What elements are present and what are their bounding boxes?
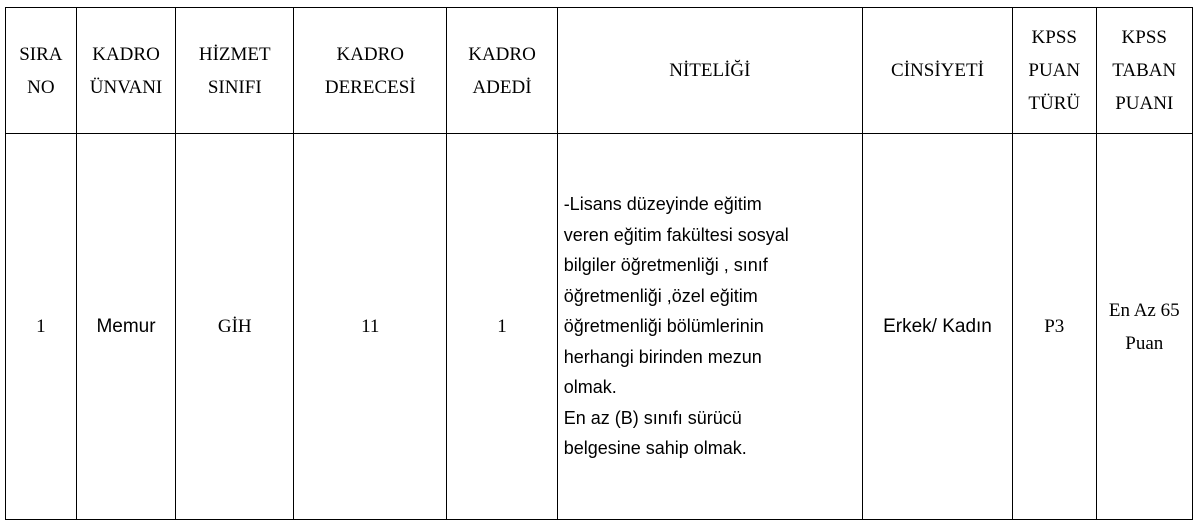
header-line: CİNSİYETİ bbox=[891, 60, 984, 81]
kadro-table bbox=[5, 7, 1193, 520]
header-line: NO bbox=[27, 76, 55, 98]
cell-sira-no: 1 bbox=[6, 134, 77, 520]
header-line: TABAN bbox=[1112, 60, 1177, 81]
niteligi-line: En az (B) sınıfı sürücü bbox=[563, 407, 742, 428]
table-row bbox=[6, 134, 1193, 520]
header-line: HİZMET bbox=[198, 43, 271, 65]
cell-kadro-derecesi: 11 bbox=[294, 134, 447, 520]
header-kadro-unvani bbox=[76, 8, 176, 134]
header-cinsiyeti bbox=[863, 8, 1013, 134]
header-hizmet-sinifi bbox=[176, 8, 294, 134]
header-sira-no bbox=[6, 8, 77, 134]
taban-puani-line: En Az 65 bbox=[1108, 299, 1180, 321]
header-line: KADRO bbox=[92, 43, 160, 65]
header-kpss-taban-puani bbox=[1096, 8, 1192, 134]
cell-kpss-puan-turu: P3 bbox=[1012, 134, 1096, 520]
header-kpss-puan-turu bbox=[1012, 8, 1096, 134]
header-line: TÜRÜ bbox=[1028, 93, 1081, 114]
header-line: KADRO bbox=[468, 43, 536, 65]
header-niteligi bbox=[557, 8, 862, 134]
header-line: KPSS bbox=[1121, 27, 1167, 48]
niteligi-line: veren eğitim fakültesi sosyal bbox=[563, 224, 789, 245]
header-kadro-derecesi bbox=[294, 8, 447, 134]
niteligi-line: öğretmenliği ,özel eğitim bbox=[563, 285, 758, 306]
header-line: PUANI bbox=[1115, 93, 1174, 114]
header-line: ADEDİ bbox=[472, 76, 532, 98]
header-line: ÜNVANI bbox=[89, 76, 163, 98]
header-line: KADRO bbox=[336, 43, 405, 65]
niteligi-line: herhangi birinden mezun bbox=[563, 346, 762, 367]
cell-kpss-taban-puani bbox=[1096, 134, 1192, 520]
header-line: SIRA bbox=[19, 43, 63, 65]
header-line: PUAN bbox=[1028, 60, 1081, 81]
niteligi-line: -Lisans düzeyinde eğitim bbox=[563, 194, 762, 215]
niteligi-line: olmak. bbox=[563, 377, 617, 398]
cell-kadro-unvani: Memur bbox=[76, 134, 176, 520]
header-line: KPSS bbox=[1031, 27, 1077, 48]
niteligi-line: öğretmenliği bölümlerinin bbox=[563, 316, 764, 337]
header-line: SINIFI bbox=[207, 76, 262, 98]
cell-cinsiyeti: Erkek/ Kadın bbox=[863, 134, 1013, 520]
cell-niteligi bbox=[557, 134, 862, 520]
header-line: NİTELİĞİ bbox=[669, 60, 751, 81]
niteligi-line: bilgiler öğretmenliği , sınıf bbox=[563, 255, 768, 276]
header-row bbox=[6, 8, 1193, 134]
header-line: DERECESİ bbox=[324, 76, 416, 98]
header-kadro-adedi bbox=[447, 8, 557, 134]
cell-kadro-adedi: 1 bbox=[447, 134, 557, 520]
niteligi-line: belgesine sahip olmak. bbox=[563, 438, 747, 459]
cell-hizmet-sinifi: GİH bbox=[176, 134, 294, 520]
taban-puani-line: Puan bbox=[1125, 332, 1164, 354]
